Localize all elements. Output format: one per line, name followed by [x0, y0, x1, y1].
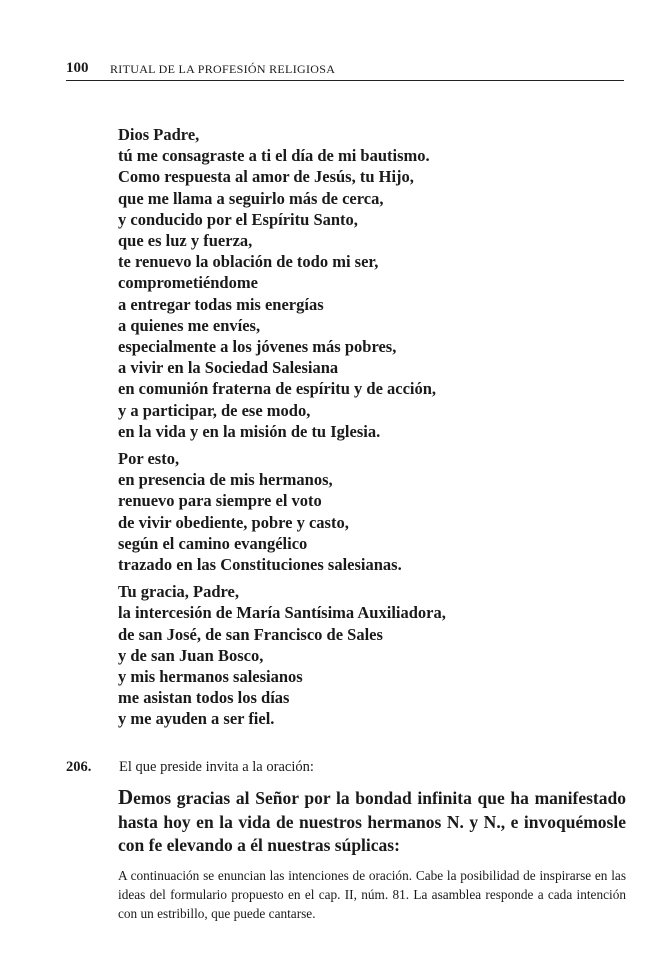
page-number: 100 [66, 60, 89, 76]
prayer-line: según el camino evangélico [118, 533, 308, 553]
invitation-text [118, 786, 626, 858]
prayer-stanza-3 [118, 581, 628, 729]
prayer-line: en presencia de mis hermanos, [118, 470, 333, 490]
prayer-line: en comunión fraterna de espíritu y de acción, [118, 379, 437, 399]
page-header [66, 58, 624, 81]
prayer-stanza-2 [118, 448, 628, 575]
prayer-line: tú me consagraste a ti el día de mi bautismo. [118, 146, 430, 166]
running-title: RITUAL DE LA PROFESIÓN RELIGIOSA [110, 62, 336, 76]
prayer-line: y mis hermanos salesianos [118, 667, 303, 687]
prayer-line: en la vida y en la misión de tu Iglesia. [118, 421, 381, 441]
prayer-line: comprometiéndome [118, 273, 258, 293]
prayer-stanza-1 [118, 124, 628, 442]
rubric-text: A continuación se enuncian las intenciones de oración. Cabe la posibilidad de inspirarse en las ideas del formulario propuesto en el cap. II, núm. 81. La asamblea responde a cada intención con un estribillo, que puede cantarse. [118, 867, 626, 921]
prayer-line: que me llama a seguirlo más de cerca, [118, 188, 384, 208]
section-intro: El que preside invita a la oración: [119, 759, 314, 775]
prayer-line: Por esto, [118, 449, 180, 469]
prayer-line: Como respuesta al amor de Jesús, tu Hijo, [118, 167, 414, 187]
prayer-line: que es luz y fuerza, [118, 231, 253, 251]
prayer-line: renuevo para siempre el voto [118, 491, 322, 511]
renewal-prayer [118, 124, 628, 736]
invitation-body: emos gracias al Señor por la bondad infinita que ha manifestado hasta hoy en la vida de nuestros hermanos N. y N., e invoquémosle con fe elevando a él nuestras súplicas: [118, 788, 626, 855]
invitation-initial: D [118, 785, 134, 809]
prayer-line: te renuevo la oblación de todo mi ser, [118, 252, 379, 272]
prayer-line: trazado en las Constituciones salesianas. [118, 555, 402, 575]
section-206 [66, 756, 626, 923]
prayer-line: y a participar, de ese modo, [118, 400, 311, 420]
prayer-line: de vivir obediente, pobre y casto, [118, 512, 349, 532]
prayer-line: me asistan todos los días [118, 688, 290, 708]
prayer-line: y de san Juan Bosco, [118, 645, 264, 665]
section-heading [66, 756, 626, 778]
prayer-line: Tu gracia, Padre, [118, 582, 240, 602]
prayer-line: especialmente a los jóvenes más pobres, [118, 337, 397, 357]
prayer-line: a vivir en la Sociedad Salesiana [118, 358, 339, 378]
prayer-line: a entregar todas mis energías [118, 294, 324, 314]
prayer-line: Dios Padre, [118, 125, 200, 144]
prayer-line: y me ayuden a ser fiel. [118, 709, 275, 729]
prayer-line: de san José, de san Francisco de Sales [118, 624, 383, 644]
prayer-line: a quienes me envíes, [118, 315, 261, 335]
prayer-line: la intercesión de María Santísima Auxiliadora, [118, 603, 446, 623]
prayer-line: y conducido por el Espíritu Santo, [118, 209, 358, 229]
section-number: 206. [66, 759, 92, 775]
